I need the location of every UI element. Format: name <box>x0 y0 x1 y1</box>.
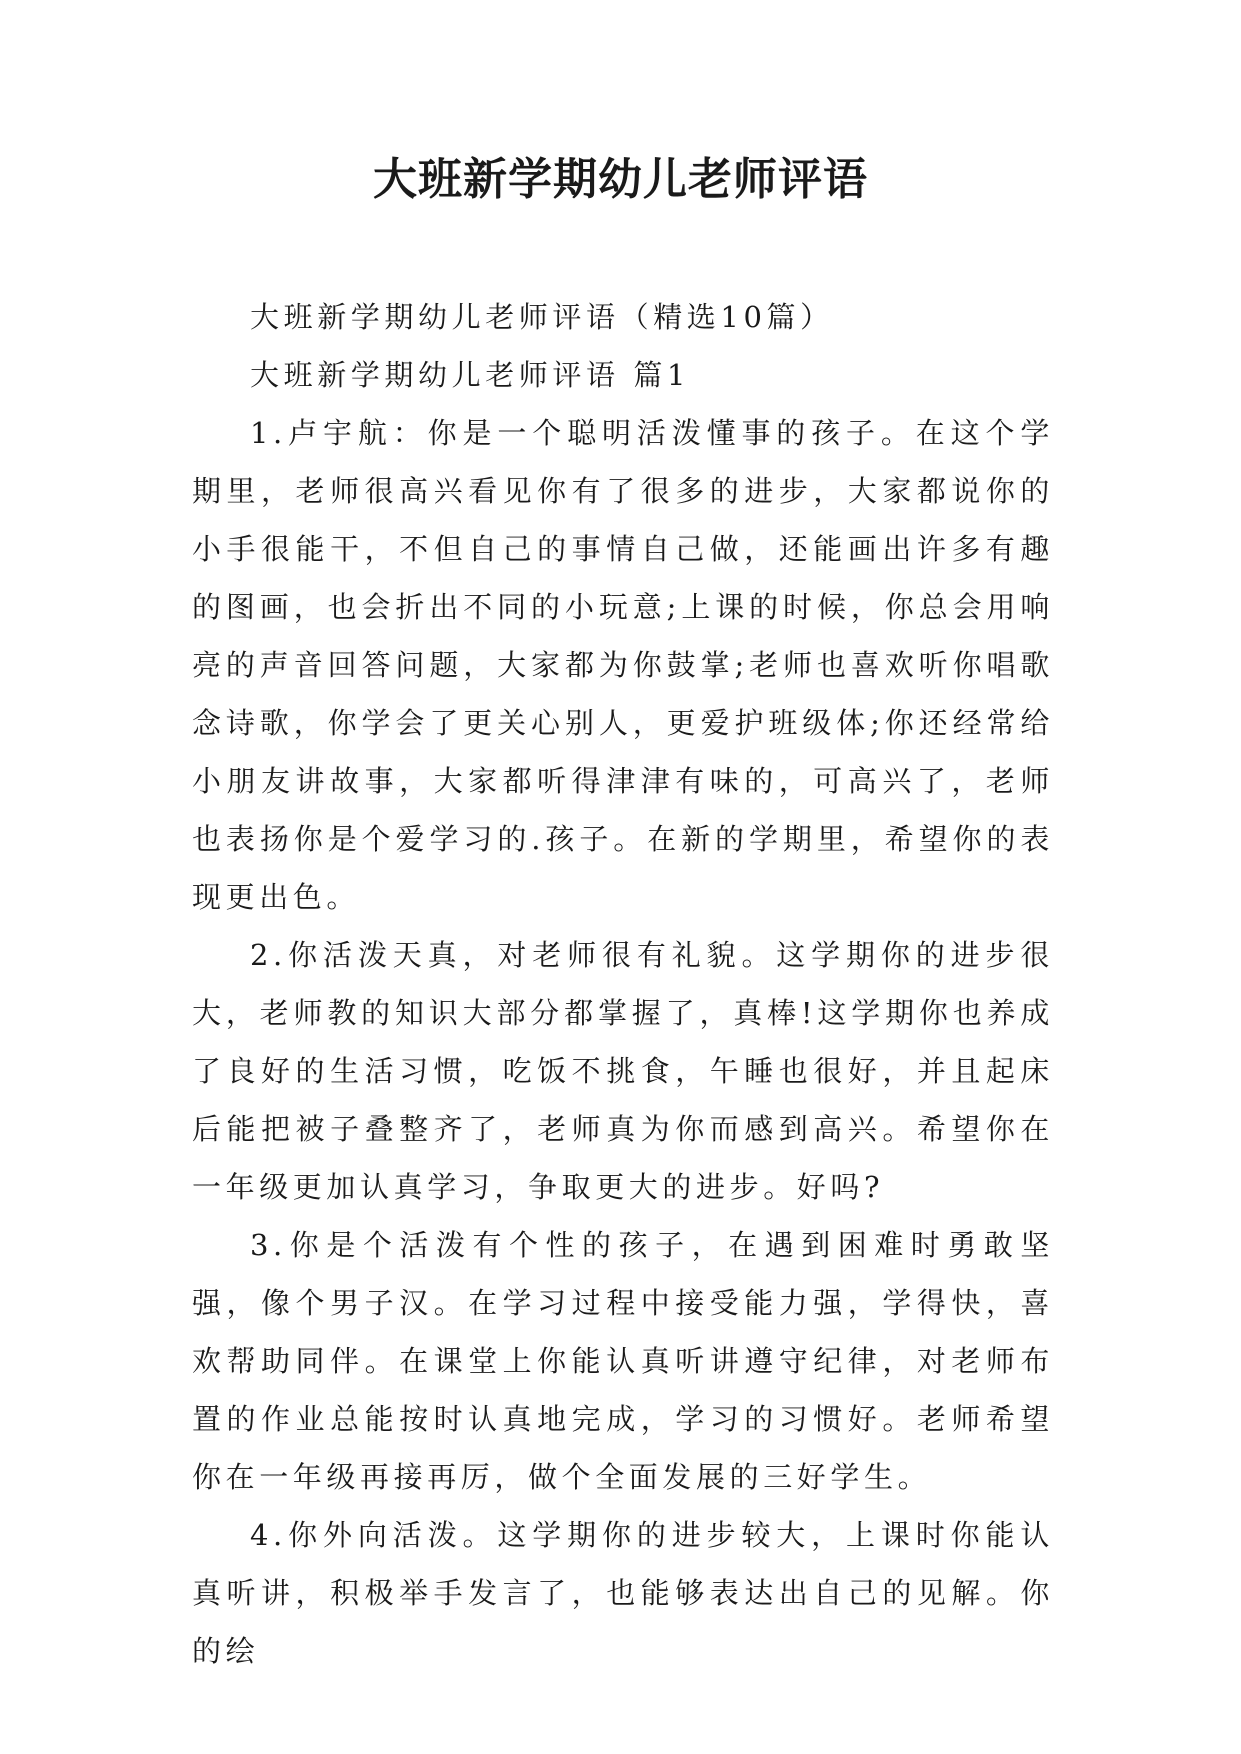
paragraph-comment-2: 2.你活泼天真，对老师很有礼貌。这学期你的进步很大，老师教的知识大部分都掌握了，真棒!这学期你也养成了良好的生活习惯，吃饭不挑食，午睡也很好，并且起床后能把被子叠整齐了，老师真为你而感到高兴。希望你在一年级更加认真学习，争取更大的进步。好吗? <box>192 938 1054 1204</box>
paragraph-comment-3: 3.你是个活泼有个性的孩子，在遇到困难时勇敢坚强，像个男子汉。在学习过程中接受能力强，学得快，喜欢帮助同伴。在课堂上你能认真听讲遵守纪律，对老师布置的作业总能按时认真地完成，学习的习惯好。老师希望你在一年级再接再厉，做个全面发展的三好学生。 <box>192 1228 1054 1494</box>
paragraph-section-title: 大班新学期幼儿老师评语 篇1 <box>250 358 691 392</box>
document-body <box>192 288 1054 1680</box>
paragraph-comment-4: 4.你外向活泼。这学期你的进步较大，上课时你能认真听讲，积极举手发言了，也能够表达出自己的见解。你的绘 <box>192 1518 1054 1668</box>
paragraph-comment-1: 1.卢宇航：你是一个聪明活泼懂事的孩子。在这个学期里，老师很高兴看见你有了很多的进步，大家都说你的小手很能干，不但自己的事情自己做，还能画出许多有趣的图画，也会折出不同的小玩意;上课的时候，你总会用响亮的声音回答问题，大家都为你鼓掌;老师也喜欢听你唱歌念诗歌，你学会了更关心别人，更爱护班级体;你还经常给小朋友讲故事，大家都听得津津有味的，可高兴了，老师也表扬你是个爱学习的.孩子。在新的学期里，希望你的表现更出色。 <box>192 416 1054 914</box>
paragraph-heading: 大班新学期幼儿老师评语（精选10篇） <box>250 300 834 334</box>
document-title: 大班新学期幼儿老师评语 <box>373 154 868 205</box>
